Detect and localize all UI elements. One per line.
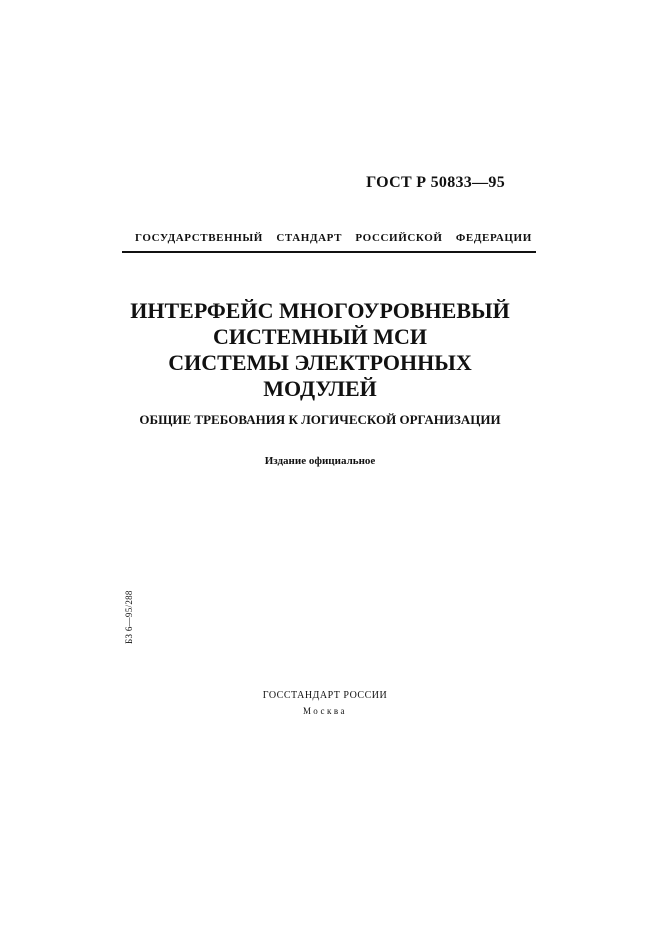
catalog-code: БЗ 6—95/288 [124, 590, 134, 644]
standard-number: ГОСТ Р 50833—95 [366, 174, 505, 191]
title-line: СИСТЕМНЫЙ МСИ [212, 324, 428, 349]
edition-note: Издание официальное [264, 455, 376, 467]
header-divider [122, 251, 536, 253]
document-title [100, 298, 540, 402]
publisher-city: Москва [303, 706, 347, 716]
document-subtitle: ОБЩИЕ ТРЕБОВАНИЯ К ЛОГИЧЕСКОЙ ОРГАНИЗАЦИИ [139, 412, 501, 427]
publisher-name: ГОССТАНДАРТ РОССИИ [262, 690, 388, 701]
title-line: ИНТЕРФЕЙС МНОГОУРОВНЕВЫЙ [130, 298, 510, 323]
issuing-authority-header: ГОСУДАРСТВЕННЫЙ СТАНДАРТ РОССИЙСКОЙ ФЕДЕРАЦИИ [135, 232, 532, 244]
title-line: МОДУЛЕЙ [263, 376, 377, 401]
title-line: СИСТЕМЫ ЭЛЕКТРОННЫХ [168, 350, 472, 375]
